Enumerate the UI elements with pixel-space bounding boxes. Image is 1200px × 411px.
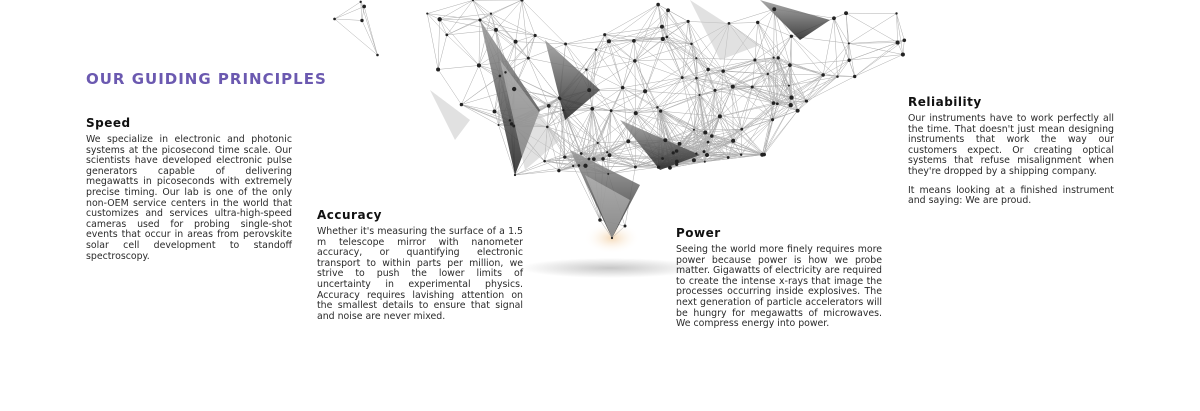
network-line	[790, 65, 823, 75]
network-line	[335, 19, 362, 21]
network-line	[705, 116, 720, 132]
network-dot	[731, 85, 735, 89]
network-dot	[659, 110, 662, 113]
network-dot	[578, 164, 581, 167]
principle-speed-heading: Speed	[86, 116, 131, 130]
network-line	[427, 14, 438, 70]
network-line	[586, 35, 604, 70]
network-line	[362, 20, 377, 55]
network-dot	[499, 75, 502, 78]
network-dot	[767, 73, 769, 75]
network-dot	[626, 139, 630, 143]
network-dot	[771, 118, 774, 121]
network-dot	[790, 35, 793, 38]
network-line	[447, 20, 480, 35]
principle-power-text: Seeing the world more finely requires more power because power is how we probe matter. Gigawatts of electricity are required to create the intense x-rays that image the processes occurring inside explosives. The next generation of particle accelerators will be hungry for megawatts of microwaves. We compress energy into power.	[676, 244, 882, 330]
network-line	[438, 19, 440, 69]
network-line	[623, 41, 634, 88]
network-dot	[772, 7, 776, 11]
network-line	[764, 104, 777, 155]
network-dot	[675, 163, 678, 166]
network-dot	[634, 111, 638, 115]
principle-accuracy-text: Whether it's measuring the surface of a 1.5 m telescope mirror with nanometer accuracy, or quantifying electronic transport to within parts per million, we strive to push the lower limits of uncertainty in experimental physics. Accuracy requires lavishing attention on the smallest details to ensure that signal and noise are never mixed.	[317, 226, 523, 322]
network-line	[635, 61, 645, 91]
network-line	[427, 14, 480, 20]
network-line	[635, 61, 636, 113]
network-dot	[588, 157, 591, 160]
network-dot	[527, 57, 530, 60]
network-dot	[598, 218, 602, 222]
network-dot	[661, 37, 665, 41]
network-dot	[592, 157, 596, 161]
network-dot	[546, 126, 549, 129]
network-dot	[360, 1, 362, 3]
network-line	[837, 43, 848, 76]
network-dot	[610, 109, 613, 112]
network-line	[596, 50, 623, 88]
network-dot	[504, 71, 506, 73]
network-dot	[564, 42, 567, 45]
network-dot	[558, 96, 561, 99]
network-dot	[895, 12, 897, 14]
network-dot	[836, 75, 839, 78]
network-dot	[853, 75, 856, 78]
principle-power-heading: Power	[676, 226, 721, 240]
network-shard	[760, 0, 830, 40]
network-dot	[693, 129, 695, 131]
network-shard	[430, 90, 470, 140]
network-dot	[493, 110, 497, 114]
network-dot	[547, 104, 551, 108]
network-dot	[656, 106, 658, 108]
network-dot	[695, 152, 697, 154]
network-dot	[587, 88, 591, 92]
network-dot	[690, 43, 693, 46]
network-dot	[776, 102, 779, 105]
network-line	[645, 91, 657, 107]
network-dot	[727, 156, 730, 159]
network-dot	[703, 150, 706, 153]
network-line	[447, 0, 473, 35]
network-dot	[718, 114, 722, 118]
network-line	[589, 41, 609, 90]
network-dot	[494, 28, 498, 32]
network-dot	[847, 59, 850, 62]
network-line	[791, 36, 837, 76]
network-dot	[707, 141, 710, 144]
network-dot	[740, 154, 742, 156]
network-line	[700, 70, 709, 95]
network-dot	[572, 165, 574, 167]
principle-speed-text: We specialize in electronic and photonic systems at the picosecond time scale. Our scientists have developed electronic pulse generators capable of delivering megawatts in picoseconds with extremely precise timing. Our lab is one of the only non-OEM service centers in the world that customizes and services ultra-high-speed cameras used for probing single-shot events that occur in areas from perovskite solar cell development to standoff spectroscopy.	[86, 134, 292, 262]
network-dot	[585, 68, 587, 70]
network-dot	[438, 17, 442, 21]
network-dot	[788, 63, 792, 67]
principle-reliability-text-1: Our instruments have to work perfectly all the time. That doesn't just mean designing instruments that work the way our customers expect. Or creating optical systems that refuse misalignment when they're dropped by a shipping company.	[908, 113, 1114, 177]
network-dot	[710, 134, 714, 138]
network-dot	[788, 85, 790, 87]
network-dot	[643, 89, 647, 93]
principle-accuracy	[317, 208, 523, 330]
network-line	[438, 35, 447, 70]
network-line	[461, 65, 479, 104]
network-dot	[360, 19, 363, 22]
network-line	[364, 6, 377, 55]
network-dot	[661, 157, 664, 160]
network-dot	[672, 151, 675, 154]
network-dot	[789, 95, 793, 99]
network-line	[758, 22, 779, 57]
network-dot	[721, 69, 725, 73]
network-dot	[333, 18, 336, 21]
network-dot	[848, 42, 850, 44]
principle-reliability-text-2: It means looking at a finished instrument and saying: We are proud.	[908, 184, 1114, 207]
principle-power	[676, 226, 882, 338]
network-line	[440, 19, 479, 65]
network-dot	[751, 86, 754, 89]
network-dot	[844, 11, 848, 15]
network-dot	[666, 36, 669, 39]
network-dot	[796, 109, 800, 113]
network-line	[682, 78, 694, 130]
network-line	[427, 0, 473, 13]
network-dot	[376, 54, 379, 57]
network-dot	[477, 63, 481, 67]
network-dot	[901, 53, 905, 57]
network-dot	[490, 13, 492, 15]
network-dot	[590, 107, 594, 111]
network-dot	[656, 3, 660, 7]
network-line	[461, 105, 494, 112]
network-line	[335, 19, 378, 55]
network-dot	[692, 158, 696, 162]
network-dot	[896, 41, 900, 45]
network-line	[335, 6, 365, 18]
network-dot	[756, 21, 759, 24]
network-dot	[583, 164, 587, 168]
network-dot	[595, 48, 597, 50]
network-line	[903, 40, 904, 54]
network-line	[729, 9, 774, 23]
network-dot	[698, 94, 700, 96]
network-dot	[695, 77, 698, 80]
network-line	[645, 78, 696, 91]
network-dot	[607, 39, 611, 43]
network-line	[837, 60, 849, 76]
network-dot	[445, 34, 448, 37]
network-dot	[606, 151, 608, 153]
principle-speed	[86, 116, 292, 270]
network-dot	[789, 103, 793, 107]
network-dot	[760, 153, 764, 157]
network-dot	[498, 124, 500, 126]
network-dot	[821, 73, 824, 76]
network-dot	[621, 86, 625, 90]
network-dot	[632, 39, 636, 43]
network-dot	[740, 128, 743, 131]
network-line	[515, 166, 573, 175]
principle-accuracy-heading: Accuracy	[317, 208, 383, 222]
network-dot	[687, 20, 690, 23]
network-dot	[608, 153, 612, 157]
network-dot	[611, 237, 613, 239]
network-dot	[478, 18, 481, 21]
network-dot	[805, 99, 808, 102]
network-dot	[514, 174, 516, 176]
network-line	[566, 44, 597, 50]
network-dot	[633, 59, 637, 63]
network-dot	[534, 34, 537, 37]
network-dot	[714, 89, 717, 92]
network-dot	[773, 57, 775, 59]
network-dot	[557, 169, 560, 172]
network-dot	[514, 40, 518, 44]
network-dot	[728, 22, 731, 25]
network-dot	[436, 67, 440, 71]
principle-reliability-heading: Reliability	[908, 95, 982, 109]
network-dot	[663, 138, 667, 142]
network-dot	[562, 109, 564, 111]
principle-reliability	[908, 95, 1114, 215]
network-line	[729, 22, 758, 23]
network-dot	[753, 58, 756, 61]
page-title: OUR GUIDING PRINCIPLES	[86, 70, 327, 88]
network-dot	[660, 25, 664, 29]
network-dot	[607, 173, 609, 175]
network-dot	[681, 76, 684, 79]
network-dot	[657, 165, 660, 168]
network-dot	[703, 130, 707, 134]
network-line	[855, 43, 898, 77]
network-line	[447, 35, 479, 66]
network-line	[528, 35, 535, 58]
network-line	[335, 2, 361, 19]
network-line	[798, 77, 838, 111]
network-dot	[597, 142, 599, 144]
network-line	[438, 65, 479, 69]
network-dot	[603, 33, 606, 36]
network-dot	[706, 68, 709, 71]
network-dot	[903, 38, 907, 42]
network-line	[855, 55, 903, 77]
network-dot	[675, 149, 679, 153]
network-dot	[695, 57, 697, 59]
network-dot	[362, 5, 366, 9]
network-dot	[624, 225, 627, 228]
network-line	[586, 41, 609, 69]
network-dot	[543, 160, 546, 163]
network-line	[823, 18, 834, 75]
network-dot	[634, 165, 637, 168]
network-line	[440, 19, 447, 35]
network-dot	[580, 152, 583, 155]
network-dot	[460, 103, 463, 106]
network-dot	[426, 13, 428, 15]
network-dot	[512, 124, 515, 127]
network-line	[361, 2, 378, 55]
network-dot	[512, 87, 516, 91]
network-dot	[563, 155, 566, 158]
network-line	[897, 13, 905, 40]
network-dot	[731, 139, 735, 143]
network-dot	[704, 161, 706, 163]
network-line	[623, 78, 683, 88]
network-dot	[705, 153, 709, 157]
network-dot	[666, 8, 670, 12]
network-line	[696, 58, 755, 60]
network-dot	[832, 16, 836, 20]
network-dot	[678, 142, 682, 146]
floor-shadow	[520, 258, 700, 278]
network-line	[768, 74, 823, 75]
network-dot	[777, 56, 780, 59]
network-line	[605, 27, 662, 35]
network-dot	[668, 166, 672, 170]
network-line	[855, 40, 905, 76]
network-line	[473, 0, 480, 20]
network-dot	[509, 119, 512, 122]
network-dot	[772, 101, 776, 105]
network-line	[440, 0, 473, 19]
network-dot	[601, 157, 605, 161]
network-line	[658, 5, 662, 27]
